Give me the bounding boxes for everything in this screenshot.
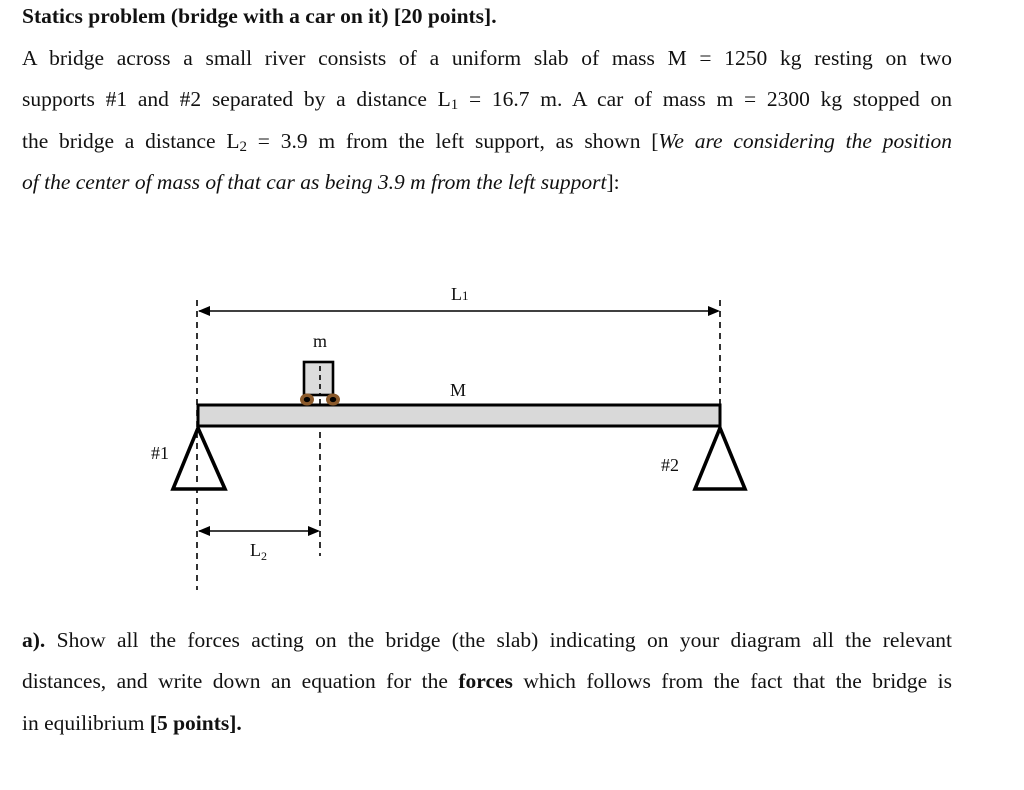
intro-text: supports #1 and #2 separated by a distance L <box>22 87 451 112</box>
label-text: L <box>250 540 261 560</box>
car-wheel-right-hub <box>330 397 336 402</box>
subscript: 1 <box>450 97 459 114</box>
label-subscript: 1 <box>462 288 469 303</box>
arrowhead-left-icon <box>198 526 210 536</box>
part-a-text: which follows from the fact that the bridge is <box>512 669 953 694</box>
intro-line-1: A bridge across a small river consists of a uniform slab of mass M = 1250 kg resting on two <box>22 46 952 70</box>
support-1-triangle <box>173 428 225 489</box>
label-subscript: 2 <box>261 549 267 563</box>
part-a-text: Show all the forces acting on the bridge (the slab) indicating on your diagram all the relevant <box>45 628 952 652</box>
part-a-label: a). <box>22 628 46 652</box>
problem-title: Statics problem (bridge with a car on it) [20 points]. <box>22 4 497 28</box>
italic-note: We are considering the position <box>658 128 952 153</box>
italic-note: of the center of mass of that car as being 3.9 m from the left support <box>22 169 607 194</box>
label-text: L <box>451 284 462 304</box>
support-2-triangle <box>695 428 745 489</box>
part-a-line-3 <box>22 703 952 744</box>
part-a-points: [5 points]. <box>149 710 242 735</box>
label-L1 <box>451 284 469 305</box>
bridge-slab <box>198 405 720 426</box>
part-a <box>22 620 952 744</box>
bold-emphasis: forces <box>458 669 513 694</box>
part-a-line-1 <box>22 620 952 661</box>
intro-text: the bridge a distance L <box>22 128 240 153</box>
label-slab-mass: M <box>450 380 467 400</box>
label-car-mass: m <box>313 331 328 351</box>
intro-text: = 3.9 m from the left support, as shown [ <box>246 128 659 153</box>
part-a-text: distances, and write down an equation for the <box>22 669 459 694</box>
label-L2 <box>250 540 267 561</box>
car-body <box>304 362 333 395</box>
arrowhead-right-icon <box>708 306 720 316</box>
part-a-line-2 <box>22 661 952 702</box>
car-wheel-left-hub <box>304 397 310 402</box>
label-support-1: #1 <box>151 443 169 463</box>
arrowhead-left-icon <box>198 306 210 316</box>
intro-text: = 16.7 m. A car of mass m = 2300 kg stopped on <box>458 87 953 112</box>
subscript: 2 <box>239 138 247 155</box>
intro-text: ]: <box>606 169 620 194</box>
label-support-2: #2 <box>661 455 679 475</box>
part-a-text: in equilibrium <box>22 710 150 735</box>
arrowhead-right-icon <box>308 526 320 536</box>
